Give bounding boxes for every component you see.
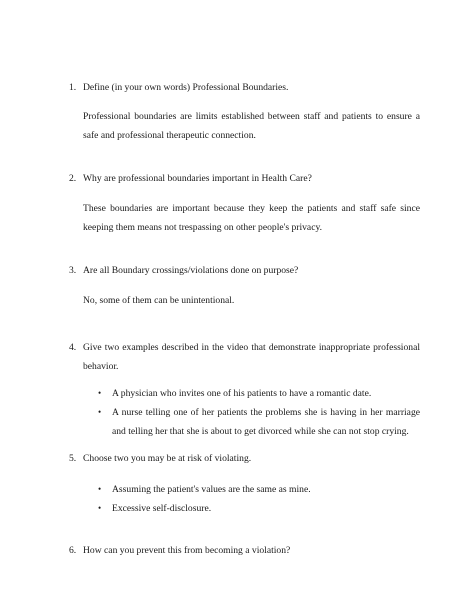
list-item [98,499,420,518]
question-5 [69,449,399,468]
list-item-text: Assuming the patient's values are the same as mine. [112,484,311,495]
answer-3: No, some of them can be unintentional. [83,295,235,306]
list-item-text: A nurse telling one of her patients the problems she is having in her marriage and telling her that she is about to get divorced while she can not stop crying. [112,407,420,437]
question-text: Define (in your own words) Professional Boundaries. [83,82,289,93]
question-number: 3. [69,265,77,276]
question-text: Are all Boundary crossings/violations done on purpose? [83,265,299,276]
question-text: Give two examples described in the video that demonstrate inappropriate professional behavior. [83,342,420,372]
question-text: Choose two you may be at risk of violating. [83,453,252,464]
answer-2: These boundaries are important because they keep the patients and staff safe since keeping them means not trespassing on other people's privacy. [83,203,420,233]
question-number: 2. [69,173,77,184]
bullet-icon: • [98,388,102,398]
bullet-icon: • [98,503,102,513]
question-1 [69,78,399,97]
question-number: 5. [69,453,77,464]
question-3 [69,261,399,280]
list-item-text: Excessive self-disclosure. [112,503,212,514]
list-item-text: A physician who invites one of his patients to have a romantic date. [112,388,372,399]
bullet-icon: • [98,407,102,417]
list-item [98,403,420,441]
question-number: 6. [69,545,77,556]
answer-1: Professional boundaries are limits established between staff and patients to ensure a safe and professional therapeutic connection. [83,111,420,141]
question-number: 4. [69,342,77,353]
list-item [98,480,420,499]
question-2 [69,169,399,188]
bullet-list-5 [98,480,420,518]
bullet-list-4 [98,384,420,441]
question-4 [69,338,420,376]
list-item [98,384,420,403]
question-text: How can you prevent this from becoming a violation? [83,545,291,556]
question-text: Why are professional boundaries important in Health Care? [83,173,312,184]
question-number: 1. [69,82,77,93]
bullet-icon: • [98,484,102,494]
question-6 [69,541,399,560]
